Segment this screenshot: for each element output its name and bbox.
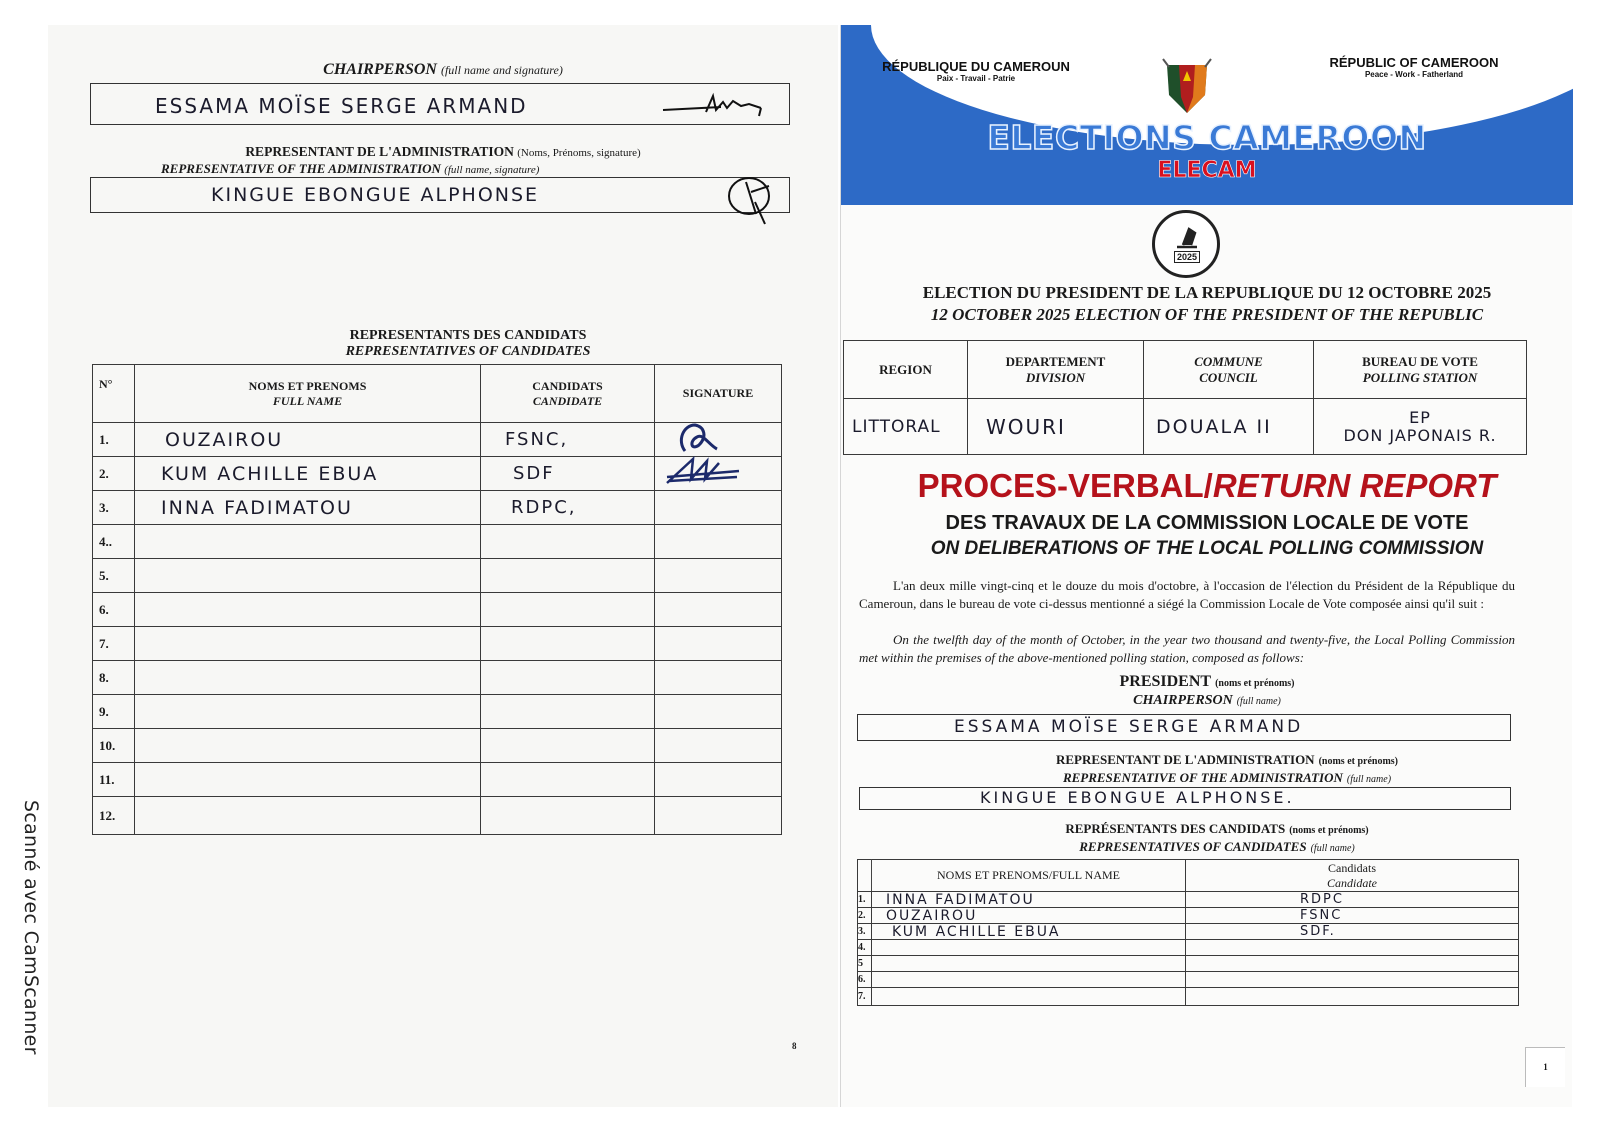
- row-candidate[interactable]: [1186, 972, 1519, 988]
- row-name[interactable]: [872, 988, 1186, 1006]
- chairperson-note: (full name and signature): [440, 63, 563, 77]
- row-candidate[interactable]: [481, 729, 655, 763]
- row-name[interactable]: OUZAIROU: [872, 908, 1186, 924]
- row-candidate[interactable]: [481, 627, 655, 661]
- admin-rep-value: KINGUE EBONGUE ALPHONSE: [211, 184, 540, 206]
- row-name[interactable]: [872, 956, 1186, 972]
- left-page-number: 8: [792, 1041, 797, 1051]
- admin-rep-field[interactable]: [90, 177, 790, 213]
- org-name: ELECTIONS CAMEROON: [987, 118, 1427, 157]
- admin-rep-heading-fr: REPRESENTANT DE L'ADMINISTRATION (Noms, Prénoms, signature): [245, 144, 641, 159]
- republic-fr: RÉPUBLIQUE DU CAMEROUN Paix - Travail - Patrie: [882, 59, 1070, 83]
- election-title-en: 12 OCTOBER 2025 ELECTION OF THE PRESIDENT OF THE REPUBLIC: [930, 305, 1484, 324]
- row-signature[interactable]: [655, 661, 782, 695]
- chairperson-heading: [48, 61, 838, 79]
- table-row: 2. OUZAIROU FSNC: [858, 908, 1519, 924]
- row-signature[interactable]: [655, 491, 782, 525]
- location-table: [843, 340, 1527, 455]
- table-row: 10.: [93, 729, 782, 763]
- polling-station-value[interactable]: EP DON JAPONAIS R.: [1314, 399, 1527, 455]
- republic-en: RÉPUBLIC OF CAMEROON Peace - Work - Fatherland: [1329, 55, 1499, 79]
- header-division: DEPARTEMENT DIVISION: [968, 341, 1144, 399]
- table-row: 6.: [858, 972, 1519, 988]
- right-page-number: 1: [1525, 1047, 1565, 1087]
- row-name[interactable]: KUM ACHILLE EBUA: [872, 924, 1186, 940]
- row-candidate[interactable]: [481, 763, 655, 797]
- election-title-fr: ELECTION DU PRESIDENT DE LA REPUBLIQUE DU 12 OCTOBRE 2025: [922, 283, 1492, 302]
- table-row: 2. KUM ACHILLE EBUA SDF: [93, 457, 782, 491]
- row-candidate[interactable]: SDF: [481, 457, 655, 491]
- report-subtitle-fr: DES TRAVAUX DE LA COMMISSION LOCALE DE VOTE: [945, 512, 1469, 534]
- council-value[interactable]: DOUALA II: [1144, 399, 1314, 455]
- row-signature[interactable]: [655, 729, 782, 763]
- table-row: 12.: [93, 797, 782, 835]
- election-seal-icon: 2025: [1152, 210, 1220, 278]
- row-signature[interactable]: [655, 457, 782, 491]
- row-signature[interactable]: [655, 627, 782, 661]
- row-name[interactable]: OUZAIROU: [135, 423, 481, 457]
- row-candidate[interactable]: [481, 525, 655, 559]
- row-name[interactable]: KUM ACHILLE EBUA: [135, 457, 481, 491]
- admin-rep-field[interactable]: [859, 787, 1511, 810]
- table-row: 4.: [858, 940, 1519, 956]
- report-title: [841, 467, 1573, 505]
- row-candidate[interactable]: RDPC: [1186, 892, 1519, 908]
- row-name[interactable]: [135, 525, 481, 559]
- header-full-name: NOMS ET PRENOMS/FULL NAME: [872, 860, 1186, 892]
- table-row: 8.: [93, 661, 782, 695]
- row-name[interactable]: [872, 940, 1186, 956]
- chairperson-value: ESSAMA MOÏSE SERGE ARMAND: [155, 94, 528, 118]
- header-signature: SIGNATURE: [655, 365, 782, 423]
- right-page: [840, 25, 1572, 1107]
- candidates-heading: REPRÉSENTANTS DES CANDIDATS (noms et prénoms) REPRESENTATIVES OF CANDIDATES (full name): [1065, 821, 1369, 854]
- row-name[interactable]: [135, 627, 481, 661]
- admin-rep-value: KINGUE EBONGUE ALPHONSE.: [980, 788, 1295, 807]
- voting-hand-icon: [1173, 225, 1201, 249]
- admin-rep-heading-en: REPRESENTATIVE OF THE ADMINISTRATION (full name, signature): [161, 161, 540, 176]
- admin-rep-signature-icon: [721, 172, 791, 228]
- row-signature[interactable]: [655, 797, 782, 835]
- elecam-banner: [841, 25, 1573, 205]
- row-candidate[interactable]: [1186, 940, 1519, 956]
- admin-rep-heading: REPRESENTANT DE L'ADMINISTRATION (noms et prénoms) REPRESENTATIVE OF THE ADMINISTRATION (full name): [1055, 752, 1399, 785]
- region-value[interactable]: LITTORAL: [844, 399, 968, 455]
- chairperson-signature-icon: [661, 92, 771, 118]
- president-field[interactable]: [857, 714, 1511, 741]
- header-candidate: Candidats Candidate: [1186, 860, 1519, 892]
- row-candidate[interactable]: [481, 559, 655, 593]
- chairperson-field[interactable]: [90, 83, 790, 125]
- row-signature[interactable]: [655, 525, 782, 559]
- row-candidate[interactable]: [1186, 988, 1519, 1006]
- table-row: 5.: [93, 559, 782, 593]
- row-signature[interactable]: [655, 763, 782, 797]
- signature-icon: [673, 419, 723, 459]
- candidates-heading: REPRESENTANTS DES CANDIDATS REPRESENTATIVES OF CANDIDATES: [345, 328, 591, 359]
- table-row: 1. INNA FADIMATOU RDPC: [858, 892, 1519, 908]
- row-candidate[interactable]: [1186, 956, 1519, 972]
- division-value[interactable]: WOURI: [968, 399, 1144, 455]
- header-candidate: CANDIDATS CANDIDATE: [481, 365, 655, 423]
- candidates-table: [857, 859, 1519, 1006]
- org-acronym: ELECAM: [1157, 158, 1257, 183]
- table-row: 6.: [93, 593, 782, 627]
- row-signature[interactable]: [655, 593, 782, 627]
- report-title-fr: PROCES-VERBAL/: [917, 467, 1213, 504]
- row-candidate[interactable]: RDPC,: [481, 491, 655, 525]
- camscanner-watermark: Scanné avec CamScanner: [20, 800, 42, 1055]
- table-row: 3. INNA FADIMATOU RDPC,: [93, 491, 782, 525]
- table-row: 1. OUZAIROU FSNC,: [93, 423, 782, 457]
- chairperson-label: CHAIRPERSON: [323, 61, 437, 78]
- row-name[interactable]: INNA FADIMATOU: [135, 491, 481, 525]
- intro-paragraph-fr: L'an deux mille vingt-cinq et le douze du mois d'octobre, à l'occasion de l'élection du Président de la République du Cameroun, dans le bureau de vote ci-dessus mentionné a siégé la Commission Locale de Vote composée ainsi qu'il suit :: [859, 578, 1515, 611]
- signature-icon: [663, 455, 743, 489]
- table-row: 7.: [858, 988, 1519, 1006]
- table-row: 5: [858, 956, 1519, 972]
- row-candidate[interactable]: [481, 797, 655, 835]
- row-name[interactable]: [872, 972, 1186, 988]
- header-name: NOMS ET PRENOMS FULL NAME: [135, 365, 481, 423]
- candidates-rep-table: [92, 364, 782, 835]
- table-row: 3. KUM ACHILLE EBUA SDF.: [858, 924, 1519, 940]
- row-name[interactable]: [135, 763, 481, 797]
- table-row: 4..: [93, 525, 782, 559]
- row-name[interactable]: [135, 559, 481, 593]
- president-value: ESSAMA MOÏSE SERGE ARMAND: [954, 717, 1304, 737]
- table-row: 9.: [93, 695, 782, 729]
- row-candidate[interactable]: [481, 661, 655, 695]
- election-title: [841, 282, 1573, 326]
- row-signature[interactable]: [655, 695, 782, 729]
- header-council: COMMUNE COUNCIL: [1144, 341, 1314, 399]
- row-candidate[interactable]: [481, 593, 655, 627]
- row-candidate[interactable]: FSNC,: [481, 423, 655, 457]
- header-polling-station: BUREAU DE VOTE POLLING STATION: [1314, 341, 1527, 399]
- table-row: 7.: [93, 627, 782, 661]
- president-heading: PRESIDENT (noms et prénoms) CHAIRPERSON (full name): [1119, 673, 1295, 708]
- intro-paragraph-en: On the twelfth day of the month of October, in the year two thousand and twenty-five, the Local Polling Commission met within the premises of the above-mentioned polling station, composed as follows:: [859, 632, 1515, 665]
- report-title-en: RETURN REPORT: [1212, 467, 1497, 504]
- row-name[interactable]: INNA FADIMATOU: [872, 892, 1186, 908]
- row-name[interactable]: [135, 797, 481, 835]
- row-name[interactable]: [135, 593, 481, 627]
- row-name[interactable]: [135, 661, 481, 695]
- row-name[interactable]: [135, 729, 481, 763]
- row-candidate[interactable]: SDF.: [1186, 924, 1519, 940]
- left-page: [48, 25, 838, 1107]
- report-subtitle-en: ON DELIBERATIONS OF THE LOCAL POLLING COMMISSION: [930, 538, 1484, 559]
- header-no: N°: [93, 365, 135, 423]
- row-candidate[interactable]: FSNC: [1186, 908, 1519, 924]
- coat-of-arms-icon: [1159, 57, 1215, 115]
- row-signature[interactable]: [655, 559, 782, 593]
- table-row: 11.: [93, 763, 782, 797]
- row-signature[interactable]: [655, 423, 782, 457]
- header-region: REGION: [844, 341, 968, 399]
- row-name[interactable]: [135, 695, 481, 729]
- row-candidate[interactable]: [481, 695, 655, 729]
